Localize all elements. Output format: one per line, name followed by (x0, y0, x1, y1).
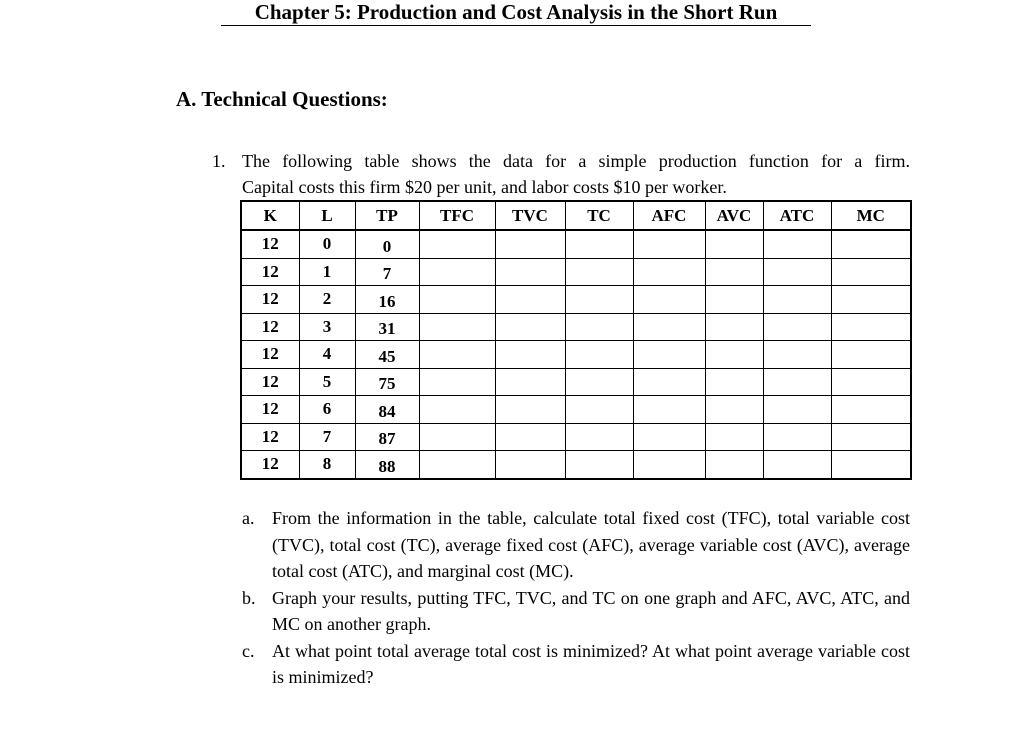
cell-atc-blank (763, 341, 831, 369)
cell-tfc-blank (419, 313, 495, 341)
cell-afc-blank (633, 313, 705, 341)
cell-afc-blank (633, 258, 705, 286)
table-row (241, 396, 911, 424)
cell-tfc-blank (419, 368, 495, 396)
cell-tvc-blank (495, 423, 565, 451)
sub-question-b (242, 585, 910, 638)
cell-tfc-blank (419, 451, 495, 479)
cell-mc-blank (831, 451, 911, 479)
table-row (241, 451, 911, 479)
table-row (241, 313, 911, 341)
cell-tc-blank (565, 230, 633, 258)
table-row (241, 286, 911, 314)
cell-atc-blank (763, 230, 831, 258)
cell-tc-blank (565, 313, 633, 341)
cell-avc-blank (705, 258, 763, 286)
cell-mc-blank (831, 423, 911, 451)
cell-tvc-blank (495, 313, 565, 341)
cell-atc-blank (763, 313, 831, 341)
cell-tp: 84 (355, 396, 419, 424)
sub-question-letter: a. (242, 508, 255, 528)
cell-avc-blank (705, 451, 763, 479)
table-row (241, 341, 911, 369)
sub-question-text: At what point total average total cost is minimized? At what point average variable cost is minimized? (272, 640, 910, 687)
cell-avc-blank (705, 230, 763, 258)
sub-question-letter: b. (242, 587, 256, 608)
cell-atc-blank (763, 286, 831, 314)
header-tfc: TFC (419, 201, 495, 230)
cell-k: 12 (241, 286, 299, 314)
cell-tc-blank (565, 368, 633, 396)
cell-tp: 7 (355, 258, 419, 286)
cell-afc-blank (633, 396, 705, 424)
cell-l: 0 (299, 230, 355, 258)
cell-tfc-blank (419, 341, 495, 369)
cell-avc-blank (705, 286, 763, 314)
cell-l: 1 (299, 258, 355, 286)
cell-atc-blank (763, 368, 831, 396)
cell-tfc-blank (419, 423, 495, 451)
cell-tfc-blank (419, 258, 495, 286)
cell-afc-blank (633, 341, 705, 369)
header-tvc: TVC (495, 201, 565, 230)
table-row (241, 368, 911, 396)
cell-l: 8 (299, 451, 355, 479)
cell-tfc-blank (419, 286, 495, 314)
cell-atc-blank (763, 258, 831, 286)
cell-avc-blank (705, 368, 763, 396)
cell-afc-blank (633, 451, 705, 479)
question-text (242, 148, 910, 200)
question-line-1: The following table shows the data for a simple production function for a firm. (242, 151, 910, 171)
sub-question-text: Graph your results, putting TFC, TVC, and TC on one graph and AFC, AVC, ATC, and MC on another graph. (272, 587, 910, 634)
production-cost-table (240, 200, 912, 480)
header-l: L (299, 201, 355, 230)
sub-question-c (242, 638, 910, 691)
cell-tp: 31 (355, 313, 419, 341)
cell-l: 6 (299, 396, 355, 424)
cell-tp: 0 (355, 230, 419, 258)
cell-afc-blank (633, 423, 705, 451)
cell-avc-blank (705, 423, 763, 451)
table-header-row (241, 201, 911, 230)
cell-tp: 88 (355, 451, 419, 479)
cell-afc-blank (633, 286, 705, 314)
cell-l: 3 (299, 313, 355, 341)
cell-tvc-blank (495, 258, 565, 286)
sub-questions (242, 505, 910, 691)
cell-avc-blank (705, 313, 763, 341)
header-tc: TC (565, 201, 633, 230)
header-avc: AVC (705, 201, 763, 230)
cell-tvc-blank (495, 396, 565, 424)
cell-k: 12 (241, 451, 299, 479)
cell-mc-blank (831, 396, 911, 424)
table-row (241, 230, 911, 258)
cell-tvc-blank (495, 368, 565, 396)
cell-tc-blank (565, 423, 633, 451)
cell-tc-blank (565, 396, 633, 424)
cell-atc-blank (763, 423, 831, 451)
cell-k: 12 (241, 341, 299, 369)
cell-tp: 45 (355, 341, 419, 369)
cell-mc-blank (831, 341, 911, 369)
cell-tfc-blank (419, 230, 495, 258)
cell-l: 7 (299, 423, 355, 451)
cell-atc-blank (763, 396, 831, 424)
cell-l: 2 (299, 286, 355, 314)
cell-tfc-blank (419, 396, 495, 424)
section-heading: A. Technical Questions: (176, 87, 388, 111)
cell-tvc-blank (495, 286, 565, 314)
cell-k: 12 (241, 396, 299, 424)
cell-tp: 16 (355, 286, 419, 314)
cell-tp: 75 (355, 368, 419, 396)
header-k: K (241, 201, 299, 230)
cell-mc-blank (831, 230, 911, 258)
sub-question-text: From the information in the table, calculate total fixed cost (TFC), total variable cost (TVC), total cost (TC), average fixed cost (AFC), average variable cost (AVC), average total cost (ATC), and marginal cost (MC). (272, 508, 910, 581)
cell-tp: 87 (355, 423, 419, 451)
cell-k: 12 (241, 258, 299, 286)
cell-mc-blank (831, 368, 911, 396)
sub-question-letter: c. (242, 640, 255, 661)
cell-k: 12 (241, 423, 299, 451)
table-row (241, 423, 911, 451)
chapter-title: Chapter 5: Production and Cost Analysis in the Short Run (221, 0, 811, 26)
cell-tc-blank (565, 286, 633, 314)
header-atc: ATC (763, 201, 831, 230)
table-row (241, 258, 911, 286)
cell-tvc-blank (495, 230, 565, 258)
cell-atc-blank (763, 451, 831, 479)
header-mc: MC (831, 201, 911, 230)
cell-k: 12 (241, 313, 299, 341)
cell-tc-blank (565, 258, 633, 286)
cell-l: 4 (299, 341, 355, 369)
cell-mc-blank (831, 313, 911, 341)
cell-avc-blank (705, 396, 763, 424)
cell-tvc-blank (495, 451, 565, 479)
cell-k: 12 (241, 230, 299, 258)
cell-mc-blank (831, 286, 911, 314)
header-afc: AFC (633, 201, 705, 230)
cell-afc-blank (633, 368, 705, 396)
cell-tc-blank (565, 451, 633, 479)
cell-k: 12 (241, 368, 299, 396)
header-tp: TP (355, 201, 419, 230)
cell-tc-blank (565, 341, 633, 369)
sub-question-a (242, 505, 910, 585)
cell-avc-blank (705, 341, 763, 369)
cell-mc-blank (831, 258, 911, 286)
cell-l: 5 (299, 368, 355, 396)
question-line-2: Capital costs this firm $20 per unit, and labor costs $10 per worker. (242, 177, 727, 197)
cell-afc-blank (633, 230, 705, 258)
cell-tvc-blank (495, 341, 565, 369)
question-number: 1. (212, 151, 226, 171)
